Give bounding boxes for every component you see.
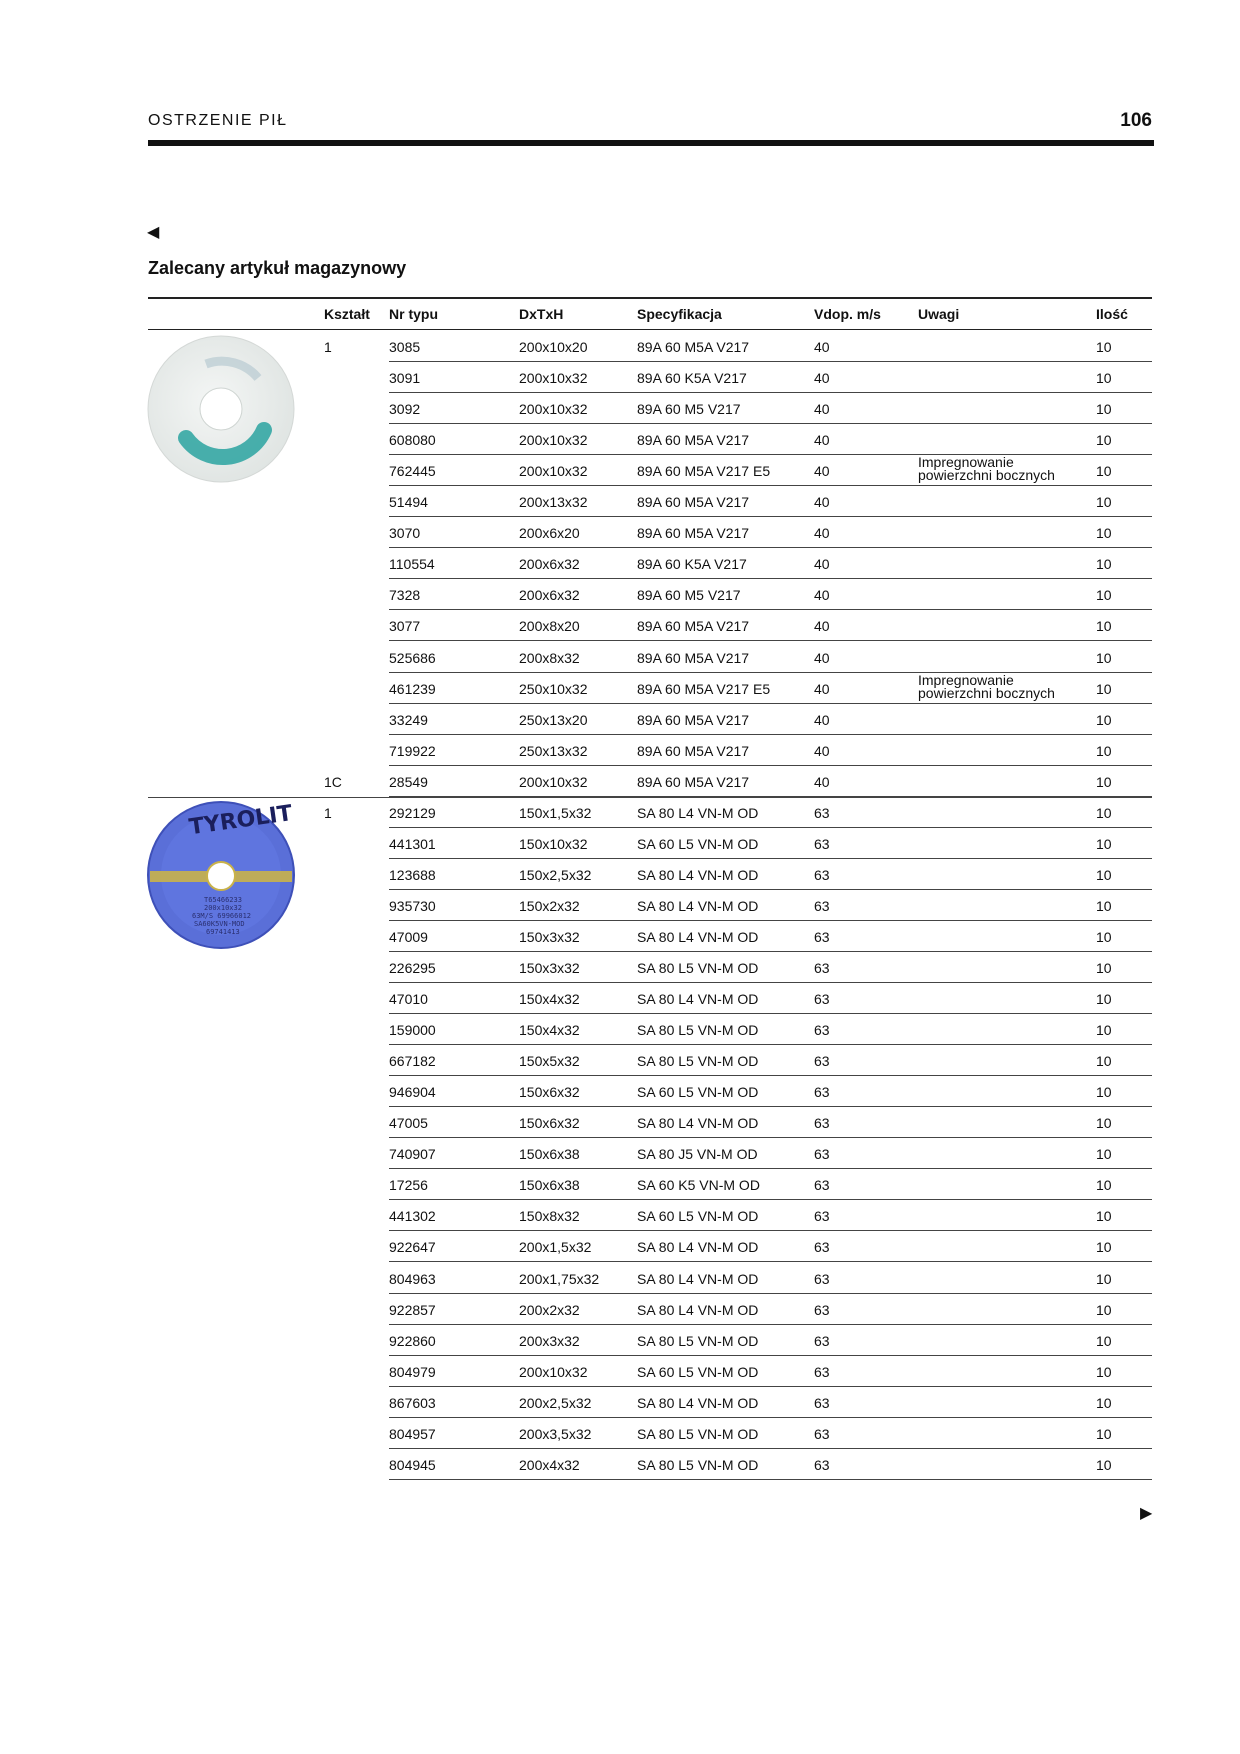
cell-type-number: 946904: [389, 1084, 436, 1101]
cell-dimensions: 150x6x38: [519, 1146, 580, 1163]
cell-specification: 89A 60 M5A V217: [637, 618, 750, 635]
cell-quantity: 10: [1096, 370, 1112, 387]
cell-quantity: 10: [1096, 804, 1112, 821]
cell-dimensions: 200x10x32: [519, 370, 588, 387]
cell-dimensions: 200x13x32: [519, 494, 588, 511]
cell-quantity: 10: [1096, 1084, 1112, 1101]
cell-quantity: 10: [1096, 618, 1112, 635]
cell-speed: 63: [814, 1456, 830, 1473]
cell-shape: 1: [324, 339, 332, 355]
cell-dimensions: 200x10x32: [519, 432, 588, 449]
cell-specification: 89A 60 M5A V217: [637, 432, 750, 449]
cell-speed: 40: [814, 556, 830, 573]
table-row: [0, 455, 1240, 486]
cell-dimensions: 250x10x32: [519, 680, 588, 697]
cell-speed: 63: [814, 866, 830, 883]
cell-speed: 40: [814, 525, 830, 542]
cell-speed: 63: [814, 1301, 830, 1318]
table-row: [0, 921, 1240, 952]
table-row: [0, 1014, 1240, 1045]
cell-speed: 63: [814, 1115, 830, 1132]
cell-quantity: 10: [1096, 1022, 1112, 1039]
cell-type-number: 804963: [389, 1270, 436, 1287]
cell-speed: 63: [814, 1332, 830, 1349]
cell-specification: SA 80 L4 VN-M OD: [637, 1270, 759, 1287]
cell-quantity: 10: [1096, 1177, 1112, 1194]
cell-type-number: 3092: [389, 401, 421, 418]
column-header-dimensions: DxTxH: [519, 306, 564, 322]
cell-shape: 1C: [324, 773, 342, 790]
table-row: [0, 1200, 1240, 1231]
cell-type-number: 110554: [389, 556, 435, 573]
cell-speed: 63: [814, 960, 830, 976]
cell-quantity: 10: [1096, 649, 1112, 666]
cell-type-number: 159000: [389, 1022, 436, 1039]
cell-specification: 89A 60 M5A V217: [637, 525, 750, 542]
cell-specification: SA 80 L5 VN-M OD: [637, 960, 759, 976]
table-row: [0, 1263, 1240, 1294]
cell-type-number: 804979: [389, 1363, 436, 1380]
cell-speed: 40: [814, 711, 830, 728]
cell-dimensions: 200x10x20: [519, 339, 588, 355]
column-header-speed: Vdop. m/s: [814, 306, 881, 322]
cell-specification: SA 80 L4 VN-M OD: [637, 804, 759, 821]
wheel-label-line-5: 69741413: [206, 928, 240, 936]
table-row: [0, 1138, 1240, 1169]
cell-specification: 89A 60 K5A V217: [637, 370, 747, 387]
cell-quantity: 10: [1096, 1425, 1112, 1442]
cell-dimensions: 200x1,75x32: [519, 1270, 600, 1287]
cell-speed: 63: [814, 1270, 830, 1287]
cell-type-number: 3070: [389, 525, 421, 542]
cell-dimensions: 200x3x32: [519, 1332, 580, 1349]
cell-specification: SA 80 L4 VN-M OD: [637, 928, 759, 945]
cell-speed: 40: [814, 432, 830, 449]
cell-dimensions: 150x2x32: [519, 897, 580, 914]
cell-specification: 89A 60 M5A V217: [637, 773, 750, 790]
cell-dimensions: 150x4x32: [519, 1022, 580, 1039]
cell-quantity: 10: [1096, 525, 1112, 542]
cell-dimensions: 250x13x20: [519, 711, 588, 728]
cell-dimensions: 200x3,5x32: [519, 1425, 592, 1442]
cell-speed: 63: [814, 928, 830, 945]
cell-notes: Impregnowanie powierzchni bocznych: [918, 671, 1055, 701]
cell-quantity: 10: [1096, 1208, 1112, 1225]
cell-quantity: 10: [1096, 991, 1112, 1008]
table-header-rule: [148, 329, 1152, 330]
cell-type-number: 3077: [389, 618, 421, 635]
cell-specification: SA 80 L5 VN-M OD: [637, 1425, 759, 1442]
table-top-rule: [148, 297, 1152, 299]
cell-type-number: 740907: [389, 1146, 436, 1163]
cell-specification: SA 80 L4 VN-M OD: [637, 1115, 759, 1132]
table-row: [0, 1076, 1240, 1107]
prev-page-arrow-icon[interactable]: ◀: [147, 224, 160, 241]
cell-quantity: 10: [1096, 1270, 1112, 1287]
cell-specification: 89A 60 M5A V217: [637, 742, 750, 759]
cell-dimensions: 150x6x38: [519, 1177, 580, 1194]
table-row: [0, 797, 1240, 828]
cell-dimensions: 200x2,5x32: [519, 1394, 592, 1411]
cell-quantity: 10: [1096, 1053, 1112, 1070]
wheel-label-line-4: SA60K5VN-MOD: [194, 920, 245, 928]
table-row: [0, 517, 1240, 548]
column-header-shape: Kształt: [324, 306, 370, 322]
cell-quantity: 10: [1096, 1301, 1112, 1318]
row-divider: [389, 1479, 1152, 1480]
cell-quantity: 10: [1096, 1239, 1112, 1256]
cell-dimensions: 250x13x32: [519, 742, 588, 759]
table-row: [0, 1418, 1240, 1449]
cell-specification: SA 60 K5 VN-M OD: [637, 1177, 760, 1194]
cell-type-number: 47010: [389, 991, 428, 1008]
table-row: [0, 952, 1240, 983]
cell-quantity: 10: [1096, 339, 1112, 355]
cell-speed: 63: [814, 1053, 830, 1070]
cell-dimensions: 200x6x32: [519, 556, 580, 573]
cell-quantity: 10: [1096, 1363, 1112, 1380]
cell-specification: 89A 60 M5A V217 E5: [637, 463, 771, 480]
cell-type-number: 292129: [389, 804, 436, 821]
cell-speed: 63: [814, 1239, 830, 1256]
cell-specification: 89A 60 M5A V217: [637, 494, 750, 511]
table-row: [0, 610, 1240, 641]
cell-specification: SA 80 L4 VN-M OD: [637, 1239, 759, 1256]
cell-type-number: 7328: [389, 587, 421, 604]
cell-type-number: 17256: [389, 1177, 428, 1194]
cell-specification: SA 60 L5 VN-M OD: [637, 1084, 759, 1101]
cell-specification: SA 80 L5 VN-M OD: [637, 1332, 759, 1349]
cell-speed: 63: [814, 1177, 830, 1194]
cell-quantity: 10: [1096, 494, 1112, 511]
wheel-label-line-3: 63M/S 69966012: [192, 912, 252, 920]
cell-speed: 40: [814, 370, 830, 387]
table-row: [0, 393, 1240, 424]
cell-type-number: 935730: [389, 897, 436, 914]
cell-dimensions: 200x2x32: [519, 1301, 580, 1318]
cell-speed: 63: [814, 1363, 830, 1380]
table-row: [0, 1045, 1240, 1076]
cell-dimensions: 150x5x32: [519, 1053, 580, 1070]
cell-shape: 1: [324, 804, 332, 821]
cell-speed: 63: [814, 1208, 830, 1225]
cell-specification: 89A 60 M5A V217: [637, 339, 750, 355]
table-row: [0, 1169, 1240, 1200]
cell-type-number: 804957: [389, 1425, 436, 1442]
cell-dimensions: 150x10x32: [519, 835, 588, 852]
cell-quantity: 10: [1096, 401, 1112, 418]
cell-type-number: 667182: [389, 1053, 436, 1070]
table-row: [0, 1294, 1240, 1325]
section-title: OSTRZENIE PIŁ: [148, 112, 288, 129]
cell-type-number: 441302: [389, 1208, 436, 1225]
table-row: [0, 331, 1240, 362]
cell-type-number: 47009: [389, 928, 428, 945]
cell-type-number: 51494: [389, 494, 428, 511]
cell-dimensions: 150x6x32: [519, 1115, 580, 1132]
cell-quantity: 10: [1096, 556, 1112, 573]
cell-speed: 40: [814, 773, 830, 790]
cell-specification: 89A 60 M5A V217: [637, 711, 750, 728]
cell-type-number: 922860: [389, 1332, 436, 1349]
cell-speed: 63: [814, 991, 830, 1008]
cell-type-number: 461239: [389, 680, 436, 697]
table-row: [0, 766, 1240, 797]
wheel-brand-text: TYROLIT: [187, 801, 294, 841]
cell-type-number: 3085: [389, 339, 421, 355]
cell-speed: 40: [814, 587, 830, 604]
cell-specification: 89A 60 M5 V217: [637, 587, 741, 604]
cell-dimensions: 150x1,5x32: [519, 804, 592, 821]
table-row: [0, 704, 1240, 735]
cell-type-number: 3091: [389, 370, 421, 387]
cell-specification: SA 80 L4 VN-M OD: [637, 1394, 759, 1411]
table-row: [0, 1356, 1240, 1387]
cell-speed: 63: [814, 1394, 830, 1411]
table-row: [0, 1325, 1240, 1356]
column-header-quantity: Ilość: [1096, 306, 1128, 322]
cell-speed: 63: [814, 804, 830, 821]
table-row: [0, 362, 1240, 393]
cell-quantity: 10: [1096, 1456, 1112, 1473]
cell-dimensions: 200x1,5x32: [519, 1239, 592, 1256]
wheel-label-line-1: T65466233: [204, 896, 242, 904]
table-row: [0, 890, 1240, 921]
table-row: [0, 735, 1240, 766]
table-row: [0, 859, 1240, 890]
cell-quantity: 10: [1096, 960, 1112, 976]
cell-specification: 89A 60 M5A V217 E5: [637, 680, 771, 697]
cell-type-number: 867603: [389, 1394, 436, 1411]
cell-dimensions: 200x8x20: [519, 618, 580, 635]
cell-dimensions: 200x10x32: [519, 773, 588, 790]
cell-quantity: 10: [1096, 897, 1112, 914]
cell-type-number: 525686: [389, 649, 436, 666]
table-row: [0, 983, 1240, 1014]
cell-type-number: 123688: [389, 866, 436, 883]
cell-type-number: 804945: [389, 1456, 436, 1473]
cell-speed: 63: [814, 897, 830, 914]
cell-specification: SA 60 L5 VN-M OD: [637, 1363, 759, 1380]
cell-specification: SA 80 L4 VN-M OD: [637, 991, 759, 1008]
table-row: [0, 486, 1240, 517]
cell-type-number: 608080: [389, 432, 436, 449]
table-row: [0, 1449, 1240, 1480]
table-row: [0, 828, 1240, 859]
cell-speed: 40: [814, 463, 830, 480]
cell-dimensions: 200x10x32: [519, 463, 588, 480]
cell-quantity: 10: [1096, 432, 1112, 449]
table-row: [0, 1387, 1240, 1418]
cell-dimensions: 200x6x20: [519, 525, 580, 542]
table-row: [0, 1107, 1240, 1138]
cell-quantity: 10: [1096, 711, 1112, 728]
cell-specification: SA 80 L4 VN-M OD: [637, 866, 759, 883]
cell-dimensions: 150x3x32: [519, 928, 580, 945]
cell-type-number: 922647: [389, 1239, 436, 1256]
table-row: [0, 1231, 1240, 1262]
cell-quantity: 10: [1096, 463, 1112, 480]
cell-quantity: 10: [1096, 742, 1112, 759]
cell-quantity: 10: [1096, 1146, 1112, 1163]
cell-specification: SA 80 L5 VN-M OD: [637, 1456, 759, 1473]
cell-speed: 63: [814, 1022, 830, 1039]
cell-dimensions: 150x2,5x32: [519, 866, 592, 883]
cell-speed: 63: [814, 1146, 830, 1163]
cell-specification: SA 60 L5 VN-M OD: [637, 835, 759, 852]
table-row: [0, 642, 1240, 673]
cell-dimensions: 200x6x32: [519, 587, 580, 604]
header-rule: [148, 140, 1154, 146]
next-page-arrow-icon[interactable]: ▶: [1140, 1505, 1153, 1522]
cell-quantity: 10: [1096, 1115, 1112, 1132]
cell-quantity: 10: [1096, 587, 1112, 604]
wheel-label-line-2: 200x10x32: [204, 904, 242, 912]
cell-specification: SA 80 L5 VN-M OD: [637, 1053, 759, 1070]
cell-dimensions: 200x8x32: [519, 649, 580, 666]
table-row: [0, 673, 1240, 704]
cell-quantity: 10: [1096, 1394, 1112, 1411]
cell-quantity: 10: [1096, 866, 1112, 883]
cell-speed: 40: [814, 339, 830, 355]
cell-speed: 40: [814, 494, 830, 511]
cell-specification: SA 80 L4 VN-M OD: [637, 897, 759, 914]
cell-specification: 89A 60 M5 V217: [637, 401, 741, 418]
column-header-notes: Uwagi: [918, 306, 960, 322]
cell-speed: 40: [814, 680, 830, 697]
cell-speed: 40: [814, 401, 830, 418]
cell-quantity: 10: [1096, 1332, 1112, 1349]
cell-specification: 89A 60 M5A V217: [637, 649, 750, 666]
cell-specification: SA 60 L5 VN-M OD: [637, 1208, 759, 1225]
page-number: 106: [1120, 110, 1152, 131]
table-row: [0, 548, 1240, 579]
cell-specification: SA 80 L4 VN-M OD: [637, 1301, 759, 1318]
cell-speed: 63: [814, 1425, 830, 1442]
cell-speed: 40: [814, 618, 830, 635]
cell-specification: SA 80 J5 VN-M OD: [637, 1146, 758, 1163]
column-header-type-number: Nr typu: [389, 306, 438, 322]
cell-type-number: 28549: [389, 773, 428, 790]
cell-specification: 89A 60 K5A V217: [637, 556, 747, 573]
cell-type-number: 719922: [389, 742, 436, 759]
cell-type-number: 922857: [389, 1301, 436, 1318]
cell-type-number: 33249: [389, 711, 428, 728]
cell-type-number: 441301: [389, 835, 436, 852]
table-row: [0, 424, 1240, 455]
cell-type-number: 762445: [389, 463, 436, 480]
cell-dimensions: 150x4x32: [519, 991, 580, 1008]
cell-dimensions: 200x4x32: [519, 1456, 580, 1473]
cell-quantity: 10: [1096, 835, 1112, 852]
cell-speed: 63: [814, 835, 830, 852]
cell-speed: 40: [814, 649, 830, 666]
cell-type-number: 47005: [389, 1115, 428, 1132]
cell-specification: SA 80 L5 VN-M OD: [637, 1022, 759, 1039]
table-title: Zalecany artykuł magazynowy: [148, 258, 407, 278]
cell-quantity: 10: [1096, 680, 1112, 697]
cell-dimensions: 150x3x32: [519, 960, 580, 976]
cell-notes: Impregnowanie powierzchni bocznych: [918, 454, 1055, 484]
cell-dimensions: 150x8x32: [519, 1208, 580, 1225]
cell-speed: 40: [814, 742, 830, 759]
cell-dimensions: 200x10x32: [519, 1363, 588, 1380]
cell-quantity: 10: [1096, 928, 1112, 945]
table-row: [0, 579, 1240, 610]
cell-speed: 63: [814, 1084, 830, 1101]
column-header-specification: Specyfikacja: [637, 306, 722, 322]
cell-type-number: 226295: [389, 960, 436, 976]
cell-dimensions: 150x6x32: [519, 1084, 580, 1101]
cell-quantity: 10: [1096, 773, 1112, 790]
cell-dimensions: 200x10x32: [519, 401, 588, 418]
